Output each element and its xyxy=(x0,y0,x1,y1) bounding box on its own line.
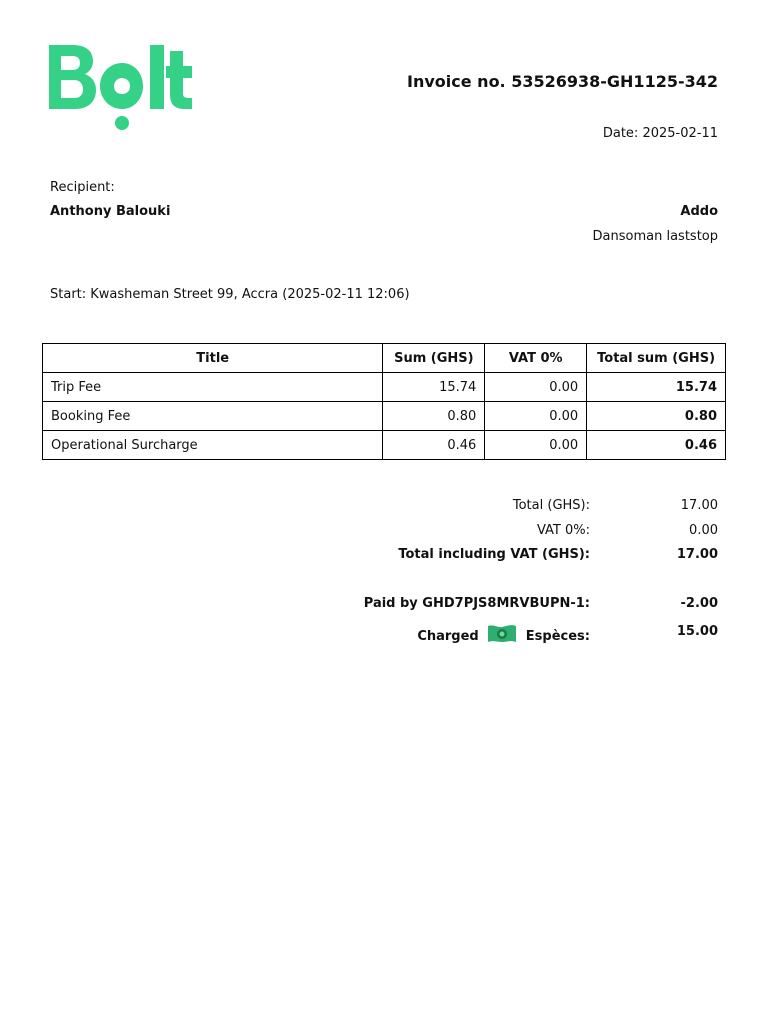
row-sum: 0.80 xyxy=(383,402,485,431)
invoice-number: Invoice no. 53526938-GH1125-342 xyxy=(407,72,718,91)
header-sum: Sum (GHS) xyxy=(383,344,485,373)
paid-value: -2.00 xyxy=(680,596,718,611)
invoice-date: Date: 2025-02-11 xyxy=(602,126,718,141)
header-vat: VAT 0% xyxy=(485,344,587,373)
row-vat: 0.00 xyxy=(485,373,587,402)
charged-method: Espèces: xyxy=(525,629,590,644)
driver-location: Dansoman laststop xyxy=(592,229,718,244)
table-row xyxy=(43,402,726,431)
table-row xyxy=(43,431,726,460)
table-header-row xyxy=(43,344,726,373)
charged-value: 15.00 xyxy=(676,624,718,639)
summary-charged-row xyxy=(0,624,768,646)
driver-name: Addo xyxy=(680,204,718,219)
charged-prefix: Charged xyxy=(417,629,479,644)
paid-label: Paid by GHD7PJS8MRVBUPN-1: xyxy=(363,596,590,611)
total-incl-label: Total including VAT (GHS): xyxy=(398,547,590,562)
total-label: Total (GHS): xyxy=(512,498,590,513)
summary-total-incl-row xyxy=(0,547,768,569)
summary-paid-row xyxy=(0,596,768,618)
vat-value: 0.00 xyxy=(689,523,718,538)
recipient-name: Anthony Balouki xyxy=(50,204,171,219)
row-vat: 0.00 xyxy=(485,431,587,460)
row-title: Trip Fee xyxy=(43,373,383,402)
charged-label xyxy=(417,624,590,644)
recipient-label: Recipient: xyxy=(50,180,115,195)
row-total: 0.80 xyxy=(587,402,726,431)
row-sum: 0.46 xyxy=(383,431,485,460)
row-vat: 0.00 xyxy=(485,402,587,431)
total-incl-value: 17.00 xyxy=(676,547,718,562)
header-total-sum: Total sum (GHS) xyxy=(587,344,726,373)
bolt-logo xyxy=(49,44,193,132)
table-row xyxy=(43,373,726,402)
vat-label: VAT 0%: xyxy=(536,523,590,538)
summary-vat-row xyxy=(0,523,768,545)
row-title: Operational Surcharge xyxy=(43,431,383,460)
total-value: 17.00 xyxy=(680,498,718,513)
row-total: 0.46 xyxy=(587,431,726,460)
row-sum: 15.74 xyxy=(383,373,485,402)
row-total: 15.74 xyxy=(587,373,726,402)
trip-start: Start: Kwasheman Street 99, Accra (2025-02-11 12:06) xyxy=(50,287,410,302)
summary-total-row xyxy=(0,498,768,520)
cash-banknote-icon xyxy=(487,624,517,644)
header-title: Title xyxy=(43,344,383,373)
row-title: Booking Fee xyxy=(43,402,383,431)
fee-table xyxy=(42,343,726,460)
